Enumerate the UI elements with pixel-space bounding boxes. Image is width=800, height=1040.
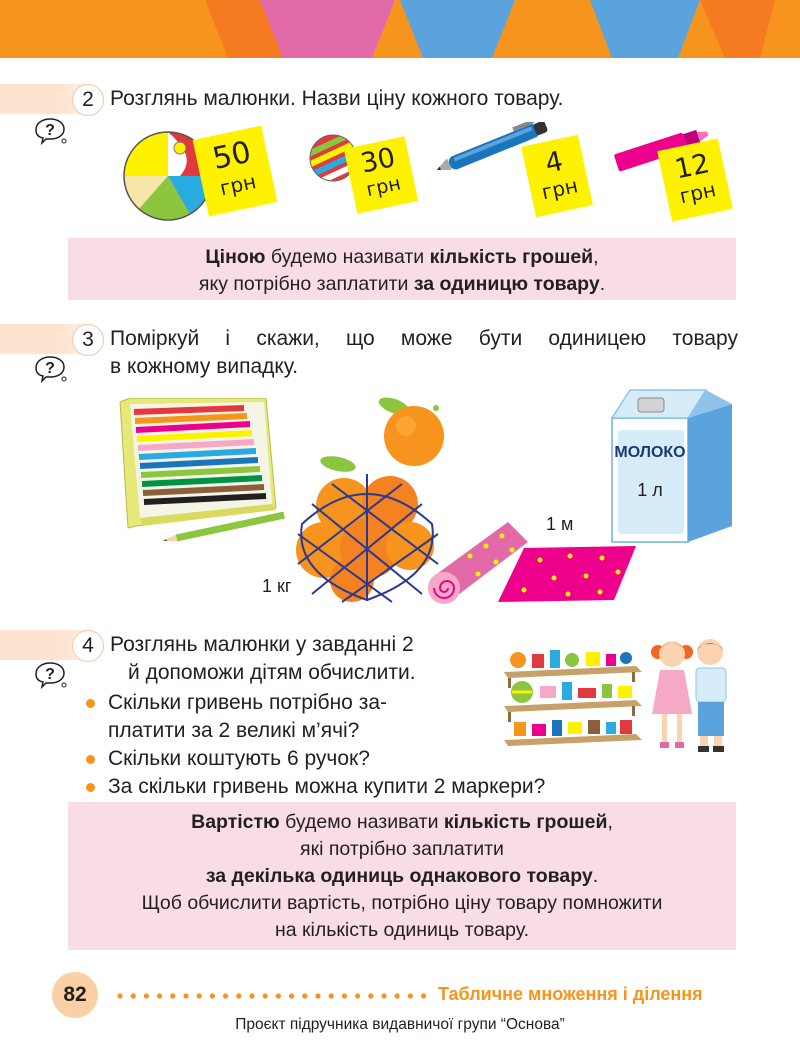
price-term: Ціною [205,246,266,268]
task-3-line-1: Поміркуй і скажи, що може бути одиницею товару [110,327,738,350]
section-title: Табличне множення і ділення [438,984,703,1004]
bullet-icon [86,755,95,764]
price-tag-50-unit: грн [217,169,259,201]
milk-carton-image [608,386,736,544]
price-definition-line-1: Ціною будемо називати кількість грошей, [205,246,599,268]
question-icon [30,660,70,690]
divider-dot [302,993,307,998]
divider-dot [236,993,241,998]
header-decoration [0,0,800,58]
price-tag-50-amount: 50 [209,134,255,177]
divider-dot [223,993,228,998]
cost-definition-line-2: які потрібно заплатити [300,838,504,860]
price-tag-30 [344,136,418,213]
question-item: Скільки коштують 6 ручок? [84,745,744,773]
milk-volume-label: 1 л [637,480,663,500]
task-4-line-2: й допоможи дітям обчислити. [128,661,416,684]
divider-dot [355,993,360,998]
cost-definition-line-5: на кількість одиниць товару. [274,919,530,941]
children-image [650,632,732,754]
divider-dot [170,993,175,998]
fabric-image [424,516,636,606]
divider-dot [210,993,215,998]
price-definition-box [68,238,736,300]
cost-definition-line-3: за декілька одиниць однакового товару. [205,865,599,887]
price-tag-12 [657,138,733,221]
shop-shelves-image [500,636,646,748]
question-icon [30,354,70,384]
question-item: Скільки гривень потрібно за- [84,689,744,717]
divider-dot [368,993,373,998]
price-tag-4-amount: 4 [542,145,566,180]
svg-text:?: ? [45,122,55,139]
divider-dot [329,993,334,998]
divider-dot [395,993,400,998]
price-tag-30-unit: грн [364,172,403,202]
price-tag-12-amount: 12 [672,148,713,186]
price-tag-12-unit: грн [677,177,718,209]
page-number: 82 [52,972,98,1018]
cost-definition-line-1: Вартістю будемо називати кількість грошей, [191,811,613,833]
dotted-divider [116,986,432,1006]
divider-dot [276,993,281,998]
svg-text:?: ? [45,666,55,683]
divider-dot [183,993,188,998]
task-2-number: 2 [72,84,104,116]
milk-brand-label: МОЛОКО [614,444,686,461]
divider-dot [249,993,254,998]
divider-dot [144,993,149,998]
divider-dot [263,993,268,998]
bullet-icon [86,699,95,708]
divider-dot [381,993,386,998]
publisher-note: Проєкт підручника видавничої групи “Основа” [235,1016,565,1033]
cost-definition-line-4: Щоб обчислити вартість, потрібно ціну товару помножити [141,892,663,914]
price-tag-50 [193,126,278,217]
divider-dot [315,993,320,998]
price-tag-4-unit: грн [539,173,580,205]
task-4-line-1: Розглянь малюнки у завданні 2 [110,633,414,656]
cost-term: Вартістю [191,811,280,833]
divider-dot [197,993,202,998]
price-definition-line-2: яку потрібно заплатити за одиницю товару. [198,273,606,295]
divider-dot [117,993,122,998]
task-3-line-2: в кожному випадку. [110,355,299,378]
question-item-continuation: платити за 2 великі м’ячі? [108,719,360,742]
bullet-icon [86,783,95,792]
divider-dot [131,993,136,998]
fabric-length-label: 1 м [546,514,574,534]
divider-dot [289,993,294,998]
question-item: За скільки гривень можна купити 2 маркери? [84,773,744,801]
task-4-number: 4 [72,630,104,662]
divider-dot [421,993,426,998]
divider-dot [157,993,162,998]
orange-net-image [292,454,442,604]
oranges-weight-label: 1 кг [262,576,292,596]
price-tag-30-amount: 30 [357,142,399,180]
task-2-text: Розглянь малюнки. Назви ціну кожного товару. [110,87,564,110]
question-icon [30,116,70,146]
price-tag-4 [521,135,593,217]
cost-definition-box [68,802,736,950]
task-3-number: 3 [72,324,104,356]
svg-text:?: ? [45,360,55,377]
pencil-box-image [116,398,296,546]
divider-dot [342,993,347,998]
divider-dot [408,993,413,998]
